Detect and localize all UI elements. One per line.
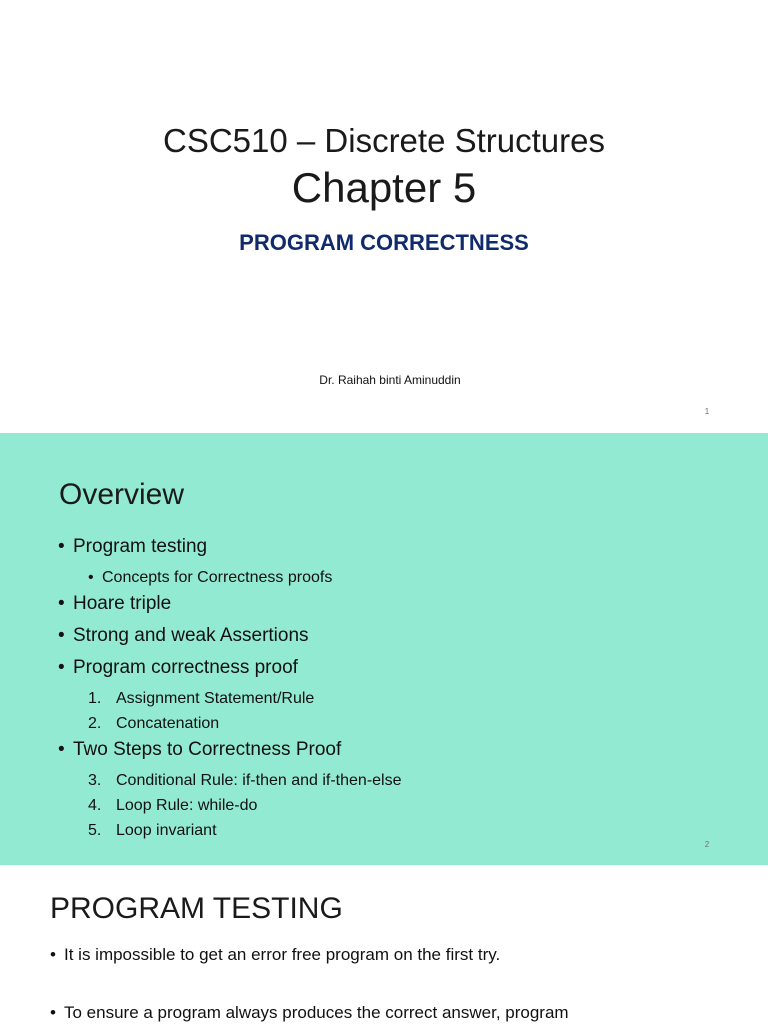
author-name: Dr. Raihah binti Aminuddin (319, 373, 461, 387)
chapter-subtitle: PROGRAM CORRECTNESS (239, 230, 529, 255)
bullet-item: • It is impossible to get an error free program on the first try. (50, 945, 500, 965)
numbered-item (58, 793, 748, 818)
numbered-item (58, 818, 748, 843)
sub-list-item: • Concepts for Correctness proofs (58, 565, 748, 590)
title-slide (0, 0, 768, 433)
list-item: • Hoare triple (58, 590, 748, 622)
item-text: Loop Rule: while-do (116, 797, 258, 814)
item-number: 4. (88, 797, 102, 814)
page-number: 2 (704, 840, 710, 849)
list-item: • Program testing (58, 533, 748, 565)
item-text: Loop invariant (116, 822, 217, 839)
numbered-item (58, 711, 748, 736)
overview-slide (0, 433, 768, 865)
overview-title: Overview (59, 478, 185, 511)
overview-list (58, 533, 748, 843)
list-item: • Program correctness proof (58, 654, 748, 686)
slide-title: PROGRAM TESTING (50, 892, 343, 925)
bullet-item: • To ensure a program always produces the correct answer, program (50, 1003, 569, 1023)
course-title: CSC510 – Discrete Structures (162, 122, 605, 159)
numbered-item (58, 686, 748, 711)
item-number: 3. (88, 772, 102, 789)
numbered-item (58, 768, 748, 793)
list-item: • Strong and weak Assertions (58, 622, 748, 654)
item-text: Concatenation (116, 715, 220, 732)
program-testing-slide (0, 865, 768, 1024)
chapter-title: Chapter 5 (291, 164, 477, 211)
page-number: 1 (704, 407, 710, 416)
item-number: 1. (88, 690, 102, 707)
list-item: • Two Steps to Correctness Proof (58, 736, 748, 768)
item-number: 5. (88, 822, 102, 839)
item-text: Conditional Rule: if-then and if-then-else (116, 772, 402, 789)
item-text: Assignment Statement/Rule (116, 690, 315, 707)
item-number: 2. (88, 715, 102, 732)
